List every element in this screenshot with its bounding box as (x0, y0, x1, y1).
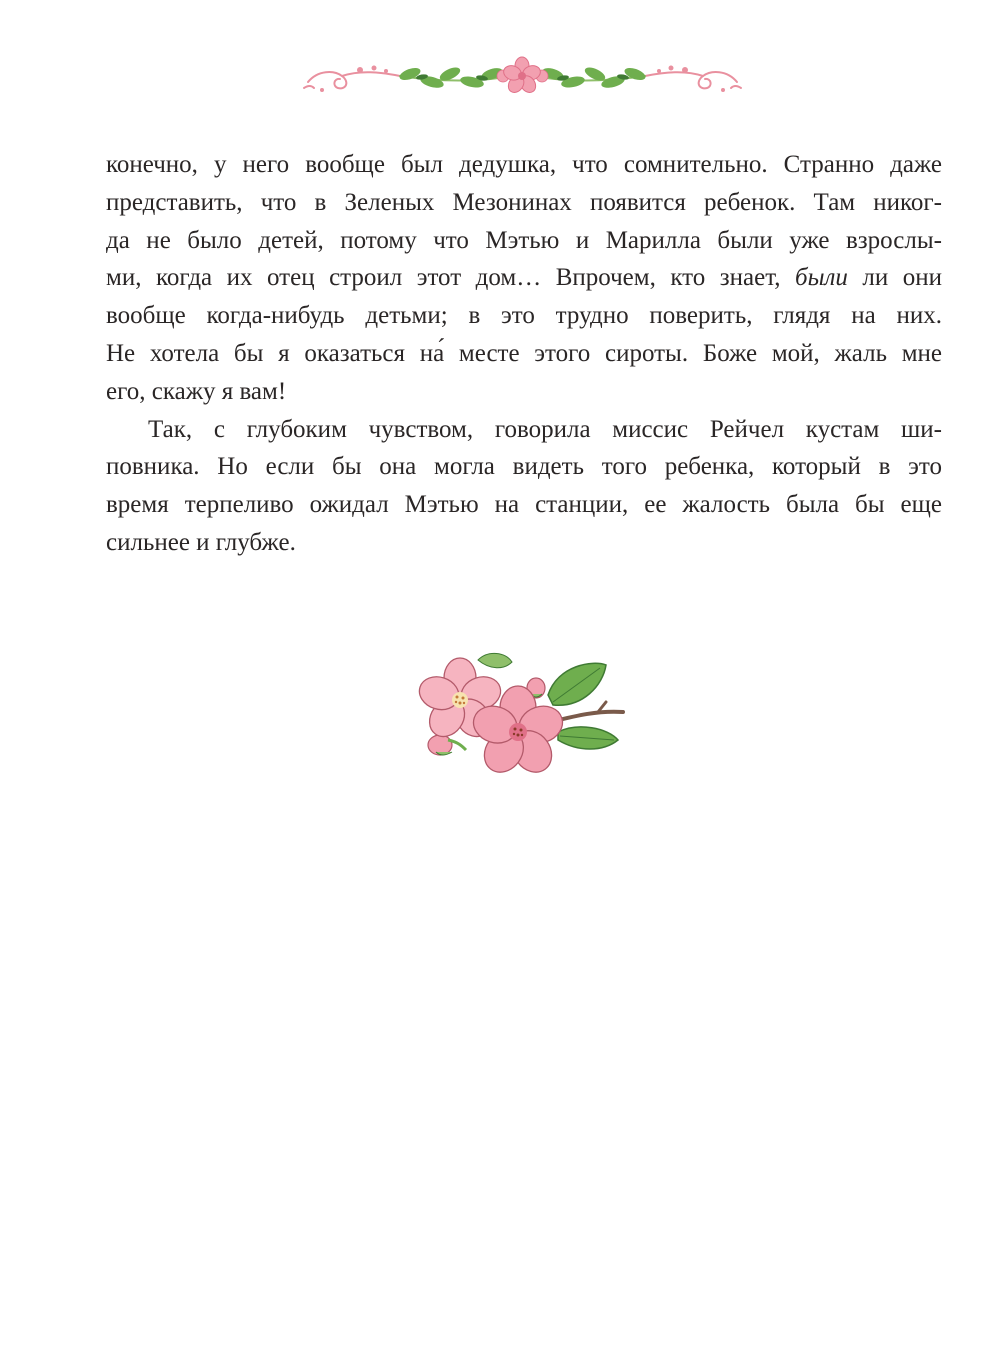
paragraph (106, 146, 942, 411)
text-line: время терпеливо ожидал Мэтью на станции, ее жалость была бы еще (106, 491, 942, 519)
italic-text: были (795, 264, 848, 292)
text-line: повника. Но если бы она могла видеть того ребенка, который в это (106, 453, 942, 481)
floral-vine-ornament-icon (300, 52, 745, 100)
text-line: конечно, у него вообще был дедушка, что сомнительно. Странно даже (106, 151, 942, 178)
paragraph (106, 411, 942, 562)
text-line: да не было детей, потому что Мэтью и Марилла были уже взрослы- (106, 226, 942, 254)
text-line (106, 259, 942, 297)
text-line: сильнее и глубже. (106, 528, 296, 556)
text-segment: ми, когда их отец строил этот дом… Впрочем, кто знает, (106, 264, 781, 292)
text-line: его, скажу я вам! (106, 377, 287, 405)
text-line: Так, с глубоким чувством, говорила миссис Рейчел кустам ши- (148, 415, 942, 443)
text-line: представить, что в Зеленых Мезонинах появится ребенок. Там никог- (106, 188, 942, 216)
page-text (106, 146, 942, 562)
apple-blossom-branch-icon (418, 640, 628, 785)
text-line: Не хотела бы я оказаться на́ месте этого сироты. Боже мой, жаль мне (106, 339, 942, 367)
text-segment: ли они (862, 264, 943, 292)
text-line: вообще когда-нибудь детьми; в это трудно поверить, глядя на них. (106, 302, 942, 330)
